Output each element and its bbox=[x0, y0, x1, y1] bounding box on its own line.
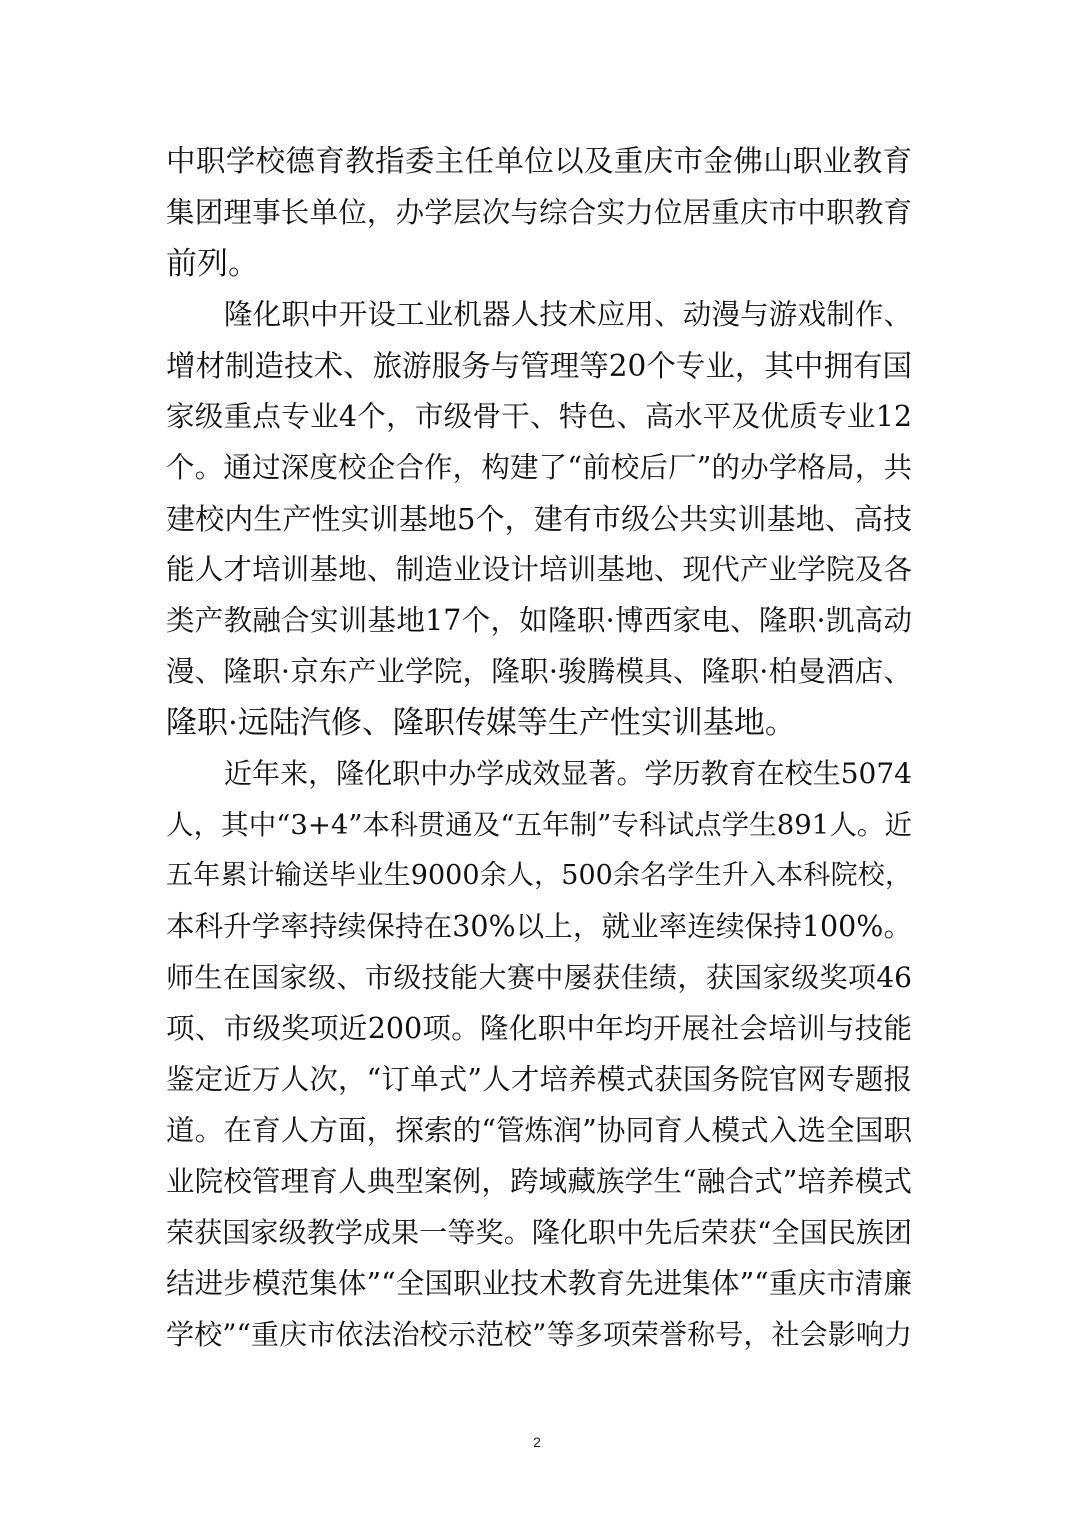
paragraph-3-line-4: 本科升学率持续保持在30%以上，就业率连续保持100%。 bbox=[166, 910, 912, 943]
paragraph-3-line-12: 学校”“重庆市依法治校示范校”等多项荣誉称号，社会影响力 bbox=[166, 1318, 912, 1351]
paragraph-3-line-2: 人，其中“3+4”本科贯通及“五年制”专科试点学生891人。近 bbox=[166, 809, 912, 841]
paragraph-2-line-1: 隆化职中开设工业机器人技术应用、动漫与游戏制作、 bbox=[224, 298, 912, 331]
paragraph-2-line-8: 漫、隆职·京东产业学院，隆职·骏腾模具、隆职·柏曼酒店、 bbox=[166, 655, 912, 688]
paragraph-2-line-9: 隆职·远陆汽修、隆职传媒等生产性实训基地。 bbox=[166, 705, 796, 741]
paragraph-3-line-9: 业院校管理育人典型案例，跨域藏族学生“融合式”培养模式 bbox=[166, 1165, 912, 1198]
paragraph-3-line-6: 项、市级奖项近200项。隆化职中年均开展社会培训与技能 bbox=[166, 1012, 912, 1045]
paragraph-3-line-10: 荣获国家级教学成果一等奖。隆化职中先后荣获“全国民族团 bbox=[166, 1216, 912, 1249]
page-number: 2 bbox=[533, 1434, 541, 1450]
paragraph-2-line-7: 类产教融合实训基地17个，如隆职·博西家电、隆职·凯高动 bbox=[166, 604, 912, 637]
paragraph-1-line-3: 前列。 bbox=[166, 246, 259, 282]
paragraph-3-line-3: 五年累计输送毕业生9000余人，500余名学生升入本科院校， bbox=[166, 860, 912, 891]
paragraph-2-line-5: 建校内生产性实训基地5个，建有市级公共实训基地、高技 bbox=[166, 502, 912, 536]
paragraph-3-line-5: 师生在国家级、市级技能大赛中屡获佳绩，获国家级奖项46 bbox=[166, 961, 912, 994]
paragraph-3-line-8: 道。在育人方面，探索的“管炼润”协同育人模式入选全国职 bbox=[166, 1114, 912, 1147]
paragraph-2-line-4: 个。通过深度校企合作，构建了“前校后厂”的办学格局，共 bbox=[166, 451, 912, 484]
paragraph-1-line-2: 集团理事长单位，办学层次与综合实力位居重庆市中职教育 bbox=[166, 196, 912, 229]
paragraph-3-line-7: 鉴定近万人次，“订单式”人才培养模式获国务院官网专题报 bbox=[166, 1063, 912, 1096]
paragraph-2-line-6: 能人才培训基地、制造业设计培训基地、现代产业学院及各 bbox=[166, 553, 912, 586]
paragraph-1-line-1: 中职学校德育教指委主任单位以及重庆市金佛山职业教育 bbox=[166, 144, 912, 178]
paragraph-3-line-11: 结进步模范集体”“全国职业技术教育先进集体”“重庆市清廉 bbox=[166, 1267, 912, 1300]
paragraph-3-line-1: 近年来，隆化职中办学成效显著。学历教育在校生5074 bbox=[224, 757, 912, 790]
paragraph-2-line-2: 增材制造技术、旅游服务与管理等20个专业，其中拥有国 bbox=[166, 349, 912, 383]
paragraph-2-line-3: 家级重点专业4个，市级骨干、特色、高水平及优质专业12 bbox=[166, 400, 912, 433]
